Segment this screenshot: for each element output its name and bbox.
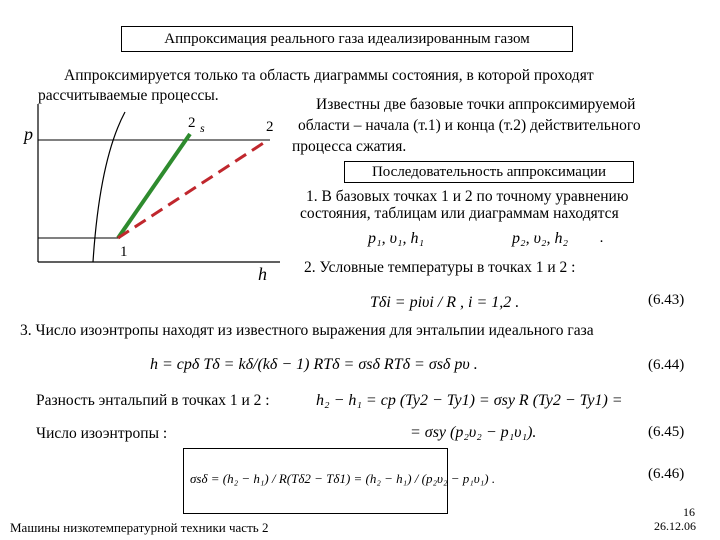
intro-line-1: Аппроксимируется только та область диаграммы состояния, в которой проходят	[64, 67, 594, 84]
known-points-line-3: процесса сжатия.	[292, 138, 407, 155]
eq-6-43-number: (6.43)	[648, 292, 685, 308]
isentropic-line	[118, 134, 190, 238]
step1-params-point2: p₂, υ₂, h₂	[512, 230, 569, 247]
page-number: 16	[683, 505, 695, 519]
eq-6-44-number: (6.44)	[648, 357, 685, 373]
enthalpy-difference-formula: h₂ − h₁ = cp (Ty2 − Ty1) = σsy R (Ty2 − Ty1) =	[316, 392, 623, 409]
step1-line-1: 1. В базовых точках 1 и 2 по точному уравнению	[306, 188, 629, 205]
step1-line-2: состояния, таблицам или диаграммам находятся	[300, 205, 619, 222]
step1-params-point1: p₁, υ₁, h₁	[368, 230, 425, 247]
known-points-line-1: Известны две базовые точки аппроксимируемой	[316, 96, 636, 113]
intro-line-2: рассчитываемые процессы.	[38, 87, 219, 104]
real-process-line	[118, 140, 268, 238]
enthalpy-difference-label: Разность энтальпий в точках 1 и 2 :	[36, 392, 270, 409]
axis-label-p: p	[24, 124, 33, 144]
step2-text: 2. Условные температуры в точках 1 и 2 :	[304, 259, 576, 276]
step1-period: .	[600, 230, 604, 246]
point-label-2s-subscript: s	[200, 121, 205, 135]
sequence-heading: Последовательность аппроксимации	[344, 161, 634, 183]
point-label-1: 1	[120, 244, 128, 260]
known-points-line-2: области – начала (т.1) и конца (т.2) действительного	[298, 117, 641, 134]
eq-6-45: = σsy (p₂υ₂ − p₁υ₁).	[410, 424, 537, 441]
point-label-2: 2	[266, 119, 274, 135]
eq-6-45-number: (6.45)	[648, 424, 685, 440]
eq-6-44: h = cpδ Tδ = kδ/(kδ − 1) RTδ = σsδ RTδ = σsδ pυ .	[150, 356, 478, 373]
key-formula-box	[183, 448, 496, 514]
saturation-curve	[93, 112, 125, 262]
point-label-2s: 2	[188, 115, 196, 131]
step3-text: 3. Число изоэнтропы находят из известного выражения для энтальпии идеального газа	[20, 322, 594, 339]
isentrope-label: Число изоэнтропы :	[36, 425, 168, 442]
eq-6-43: Tδi = piυi / R , i = 1,2 .	[370, 294, 520, 311]
p-h-diagram	[0, 0, 300, 290]
slide-title: Аппроксимация реального газа идеализированным газом	[121, 26, 573, 52]
eq-6-46-number: (6.46)	[648, 466, 685, 482]
axis-label-h: h	[258, 264, 267, 284]
footer-course-title: Машины низкотемпературной техники часть 2	[10, 520, 269, 535]
eq-6-46: σsδ = (h₂ − h₁) / R(Tδ2 − Tδ1) = (h₂ − h₁) / (p₂υ₂ − p₁υ₁) .	[190, 471, 496, 486]
slide-date: 26.12.06	[654, 519, 696, 533]
